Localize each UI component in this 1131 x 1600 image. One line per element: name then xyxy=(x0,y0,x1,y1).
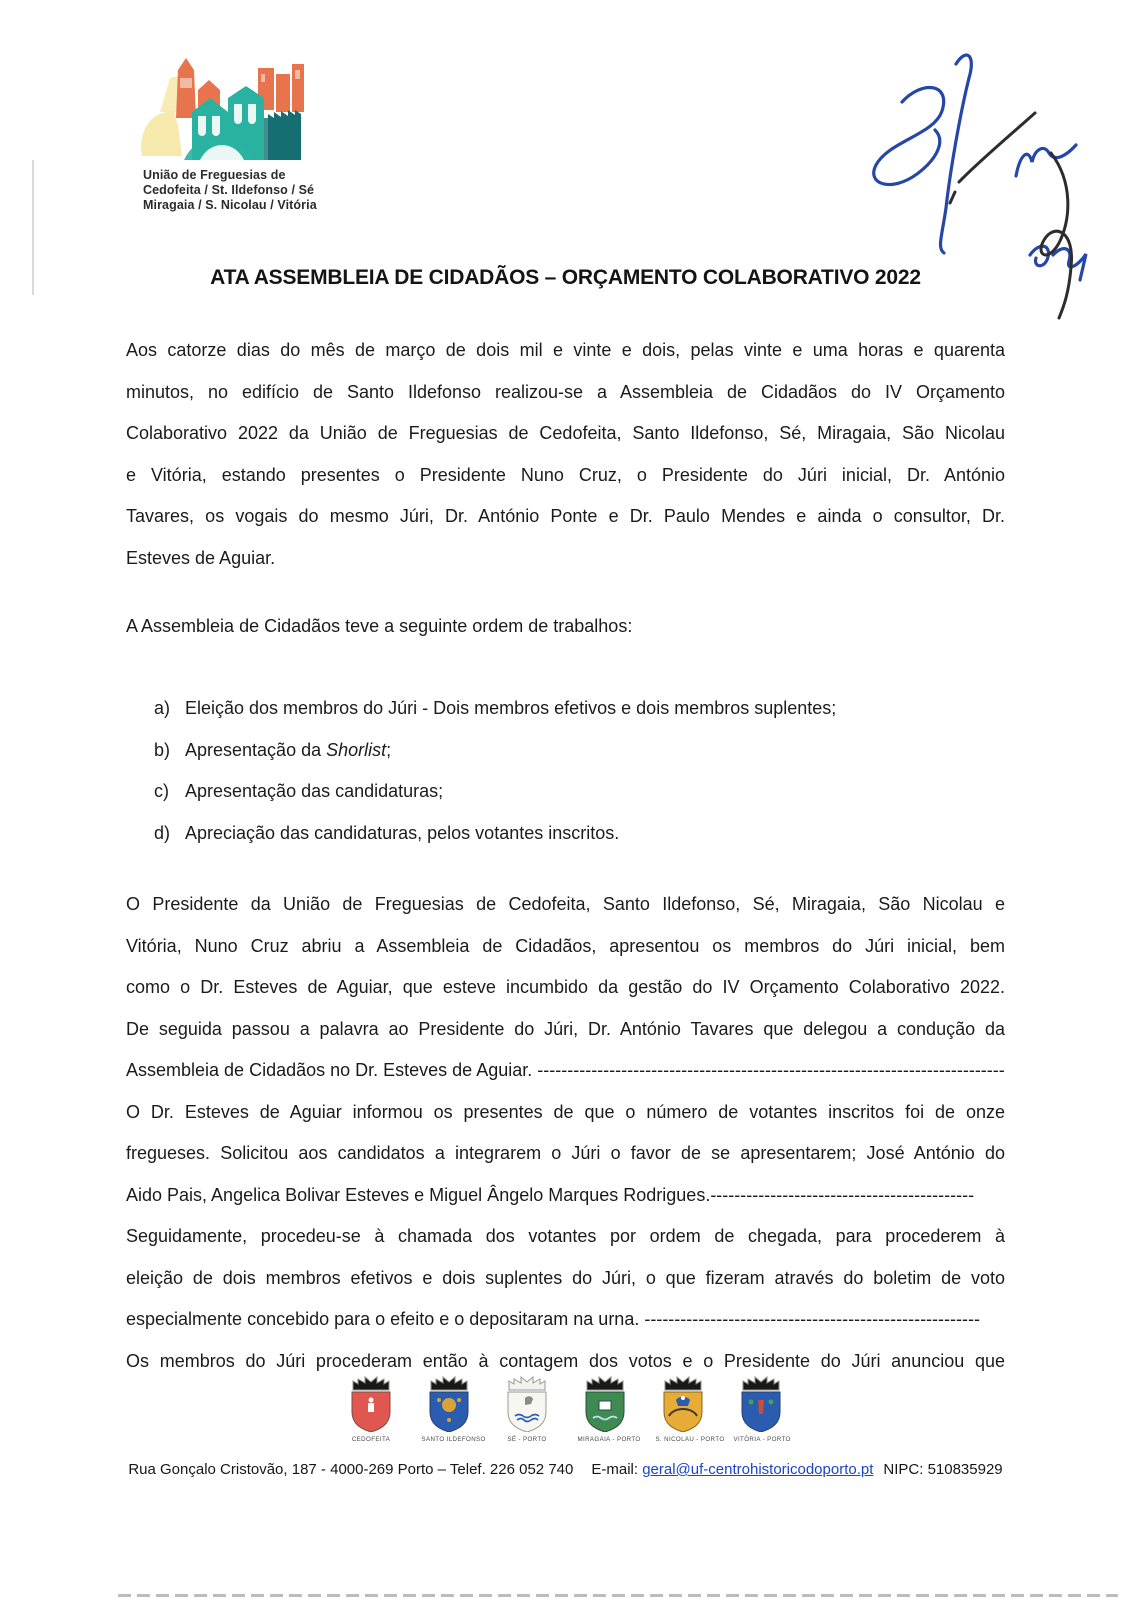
agenda-text: Apreciação das candidaturas, pelos votantes inscritos. xyxy=(185,822,620,843)
agenda-text: Apresentação das candidaturas; xyxy=(185,781,444,801)
text-line-dash-filled: especialmente concebido para o efeito e o depositaram na urna. -------------------------------------------------------- xyxy=(126,1309,981,1329)
text-line-dash-filled: Assembleia de Cidadãos no Dr. Esteves de Aguiar. ------------------------------------------------------------------------------ xyxy=(126,1060,1005,1080)
agenda-list xyxy=(154,688,1005,854)
org-line-3: Miragaia / S. Nicolau / Vitória xyxy=(143,198,317,212)
crest-vitoria xyxy=(732,1374,790,1443)
crest-se xyxy=(498,1374,556,1443)
scan-bottom-artifact xyxy=(118,1594,1118,1597)
text-line: A Assembleia de Cidadãos teve a seguinte ordem de trabalhos: xyxy=(126,616,633,636)
text-line: fregueses. Solicitou aos candidatos a integrarem o Júri o favor de se apresentarem; José António do xyxy=(126,1143,1005,1163)
union-freguesias-logo-icon xyxy=(140,56,325,164)
parish-crest-strip xyxy=(0,1374,1131,1443)
crest-s-nicolau xyxy=(654,1374,725,1443)
agenda-item-c xyxy=(154,771,1005,813)
footer-address: Rua Gonçalo Cristovão, 187 - 4000-269 Porto – Telef. 226 052 740 xyxy=(128,1461,574,1478)
crest-label: S. NICOLAU - PORTO xyxy=(654,1436,725,1443)
paragraph-body xyxy=(126,884,1005,1382)
crest-label: VITÓRIA - PORTO xyxy=(732,1436,791,1443)
agenda-item-a xyxy=(154,688,1005,730)
crest-se-icon xyxy=(499,1374,555,1432)
crest-santo-ildefonso xyxy=(420,1374,486,1443)
org-line-2: Cedofeita / St. Ildefonso / Sé xyxy=(143,183,315,197)
text-line: Esteves de Aguiar. xyxy=(126,547,276,568)
org-line-1: União de Freguesias de xyxy=(143,168,286,182)
text-line: O Dr. Esteves de Aguiar informou os presentes de que o número de votantes inscritos foi de onze xyxy=(126,1101,1005,1122)
text-line: minutos, no edifício de Santo Ildefonso realizou-se a Assembleia de Cidadãos do IV Orçamento xyxy=(126,381,1005,402)
footer-email-label: E-mail: xyxy=(591,1461,639,1478)
text-line-dash-filled: Aido Pais, Angelica Bolivar Esteves e Miguel Ângelo Marques Rodrigues.-------------------------------------------- xyxy=(126,1184,975,1205)
agenda-marker: d) xyxy=(154,822,171,843)
text-line: Aos catorze dias do mês de março de dois mil e vinte e dois, pelas vinte e uma horas e quarenta xyxy=(126,340,1005,360)
crest-cedofeita xyxy=(342,1374,400,1443)
text-line: O Presidente da União de Freguesias de Cedofeita, Santo Ildefonso, Sé, Miragaia, São Nicolau e xyxy=(126,894,1005,914)
crest-vitoria-icon xyxy=(733,1374,789,1432)
agenda-text: Apresentação da Shorlist; xyxy=(185,739,392,760)
agenda-text: Eleição dos membros do Júri - Dois membros efetivos e dois membros suplentes; xyxy=(185,698,837,718)
agenda-item-d xyxy=(154,813,1005,855)
crest-label: CEDOFEITA xyxy=(351,1436,390,1443)
paragraph-opening xyxy=(126,330,1005,579)
crest-label: SÉ - PORTO xyxy=(506,1436,547,1443)
crest-miragaia xyxy=(576,1374,641,1443)
text-line: Seguidamente, procedeu-se à chamada dos votantes por ordem de chegada, para procederem à xyxy=(126,1226,1005,1246)
agenda-item-b xyxy=(154,730,1005,772)
text-line: De seguida passou a palavra ao Presidente do Júri, Dr. António Tavares que delegou a condução da xyxy=(126,1018,1005,1039)
text-line: como o Dr. Esteves de Aguiar, que esteve incumbido da gestão do IV Orçamento Colaborativo 2022. xyxy=(126,977,1005,997)
crest-cedofeita-icon xyxy=(343,1374,399,1432)
crest-label: SANTO ILDEFONSO xyxy=(420,1436,486,1443)
organisation-name xyxy=(143,168,317,213)
text-line: e Vitória, estando presentes o Presidente Nuno Cruz, o Presidente do Júri inicial, Dr. António xyxy=(126,464,1005,485)
agenda-marker: c) xyxy=(154,781,169,801)
footer-nipc: NIPC: 510835929 xyxy=(883,1461,1003,1478)
text-line: Os membros do Júri procederam então à contagem dos votos e o Presidente do Júri anunciou que xyxy=(126,1350,1005,1371)
paragraph-ordem-intro xyxy=(126,606,1005,648)
crest-santo-ildefonso-icon xyxy=(421,1374,477,1432)
agenda-marker: b) xyxy=(154,739,171,760)
crest-s-nicolau-icon xyxy=(655,1374,711,1432)
agenda-text-italic: Shorlist xyxy=(326,739,387,760)
document-title: ATA ASSEMBLEIA DE CIDADÃOS – ORÇAMENTO COLABORATIVO 2022 xyxy=(210,266,921,289)
footer-email-link: geral@uf-centrohistoricodoporto.pt xyxy=(642,1461,874,1478)
crest-miragaia-icon xyxy=(577,1374,633,1432)
crest-label: MIRAGAIA - PORTO xyxy=(576,1436,641,1443)
agenda-marker: a) xyxy=(154,698,171,718)
text-line: eleição de dois membros efetivos e dois suplentes do Júri, o que fizeram através do boletim de voto xyxy=(126,1267,1005,1288)
text-line: Vitória, Nuno Cruz abriu a Assembleia de Cidadãos, apresentou os membros do Júri inicial, bem xyxy=(126,935,1005,956)
footer-contact-line xyxy=(0,1461,1131,1478)
text-line: Colaborativo 2022 da União de Freguesias de Cedofeita, Santo Ildefonso, Sé, Miragaia, São Nicolau xyxy=(126,423,1005,443)
text-line: Tavares, os vogais do mesmo Júri, Dr. António Ponte e Dr. Paulo Mendes e ainda o consultor, Dr. xyxy=(126,506,1005,526)
